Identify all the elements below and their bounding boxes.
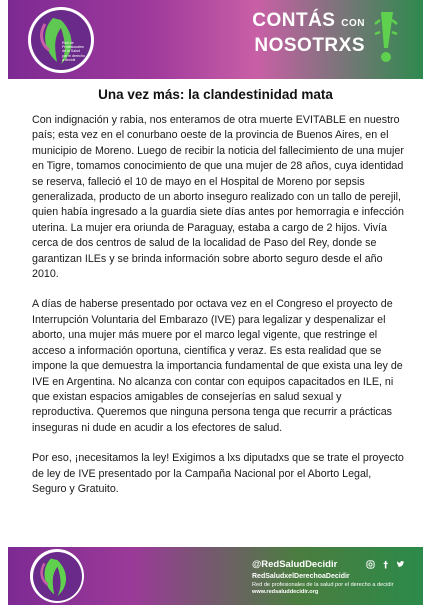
campaign-con: CON [341,18,365,29]
facebook-icon[interactable] [380,560,390,570]
paragraph-3: Por eso, ¡necesitamos la ley! Exigimos a lxs diputadxs que se trate el proyecto de ley de IVE presentado por la Campaña Nacional por el Aborto Legal, Seguro y Gratuito. [32,452,404,495]
footer-banner [8,547,423,605]
campaign-line-2: NOSOTRXS [254,35,365,56]
article-body [32,113,404,512]
campaign-line-1: CONTÁS [252,10,336,31]
red-salud-logo [28,7,94,73]
campaign-slogan [252,10,365,57]
footer-logo [30,549,84,603]
logo-caption: Red de Profesionales de la Salud por el derecho a decidir [62,41,85,62]
instagram-icon[interactable] [365,560,375,570]
social-icons [365,560,405,570]
footer-logo-emblem [33,552,82,601]
twitter-icon[interactable] [395,560,405,570]
website-link[interactable]: www.redsaluddecidir.org [252,589,319,595]
footer-leaf-icon [33,552,82,601]
paragraph-2: A días de haberse presentado por octava vez en el Congreso el proyecto de Interrupción Voluntaria del Embarazo (IVE) para legalizar y despenalizar el aborto, una mujer más muere por el marco legal vigente, que restringe el acceso a información oportuna, científica y veraz. Es esta realidad que se impone la que demuestra la importancia fundamental de que exista una ley de IVE en Argentina. No alcanza con contar con equipos capacitados en ILE, ni que existan espacios amigables de consejerías en salud sexual y reproductiva. Queremos que ninguna persona tenga que recurrir a prácticas inseguras ni dude en acudir a los efectores de salud. [32,298,403,434]
logo-emblem [31,10,91,70]
organization-description: Red de profesionales de la salud por el derecho a decidir [252,582,394,588]
page-title: Una vez más: la clandestinidad mata [98,87,333,102]
exclamation-mark-icon [373,10,399,66]
social-handle: @RedSaludDecidir [252,559,338,570]
organization-name: RedSaludxelDerechoaDecidir [252,573,350,580]
header-banner [8,0,423,79]
paragraph-1: Con indignación y rabia, nos enteramos de otra muerte EVITABLE en nuestro país; esta vez en el conurbano oeste de la provincia de Buenos Aires, en el municipio de Moreno. Luego de recibir la noticia del fallecimiento de una mujer en Tigre, tomamos conocimiento de que una mujer de 28 años, cuya identidad se reserva, falleció el 10 de mayo en el Hospital de Moreno por sepsis generalizada, producto de un aborto inseguro realizado con un tallo de perejil, quien había ingresado a la guardia siete días antes por hemorragia e infección uterina. La mujer era oriunda de Paraguay, estaba a cargo de 2 hijos. Vivía cerca de dos centros de salud de la localidad de Paso del Rey, donde se garantizan ILEs y se brinda información sobre aborto seguro desde el año 2010. [32,114,404,281]
